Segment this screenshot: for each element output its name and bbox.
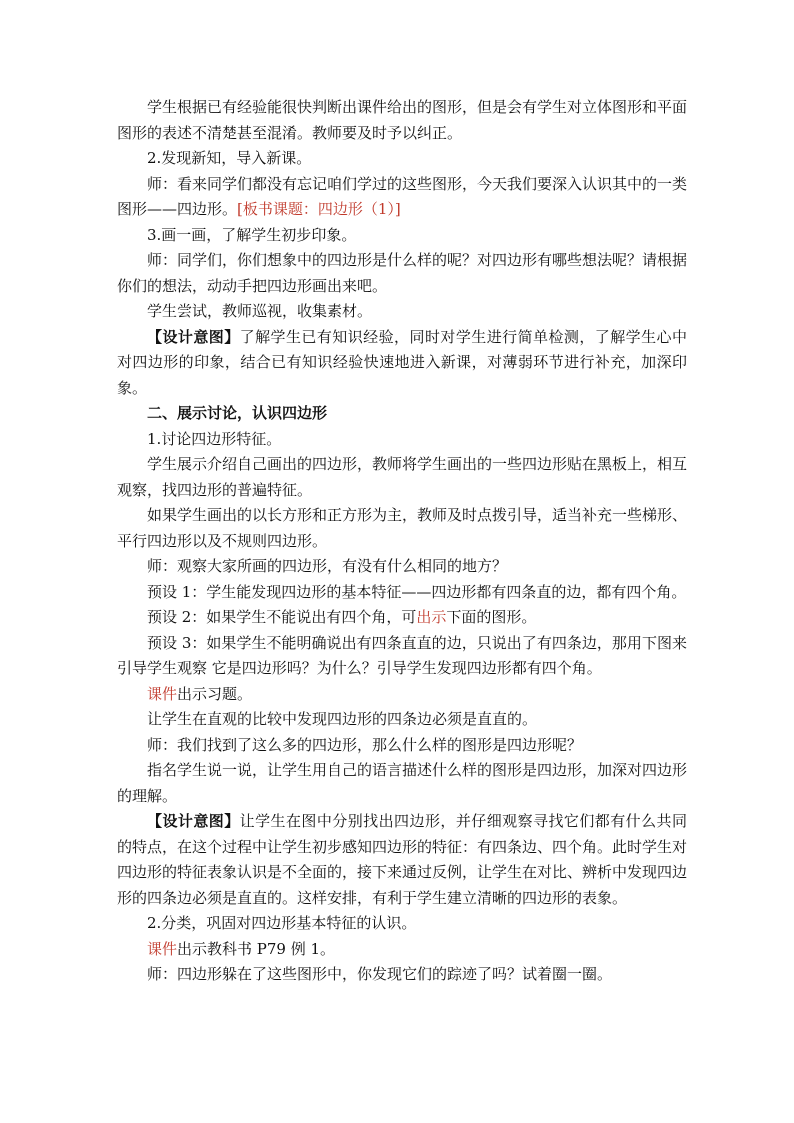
paragraph [117, 758, 687, 809]
paragraph [117, 554, 687, 580]
step-heading [117, 911, 687, 937]
design-intent-label: 【设计意图】 [147, 327, 240, 346]
highlight-text: 出示 [416, 608, 447, 626]
paragraph [117, 937, 687, 963]
text: 预设 1：学生能发现四边形的基本特征——四边形都有四条直的边，都有四个角。 [147, 582, 687, 601]
courseware-label: 课件 [147, 684, 178, 703]
text: 学生展示介绍自己画出的四边形，教师将学生画出的一些四边形贴在黑板上，相互观察，找四边形的普遍特征。 [117, 455, 688, 499]
paragraph [117, 962, 687, 988]
text: 3.画一画，了解学生初步印象。 [147, 225, 357, 244]
text: 师：观察大家所画的四边形，有没有什么相同的地方？ [147, 557, 508, 575]
paragraph [117, 580, 687, 606]
text: 2.分类，巩固对四边形基本特征的认识。 [147, 914, 417, 932]
paragraph [117, 452, 687, 503]
text: 师：同学们，你们想象中的四边形是什么样的呢？对四边形有哪些想法呢？请根据你们的想法，动动手把四边形画出来吧。 [117, 251, 688, 295]
text: 出示习题。 [177, 684, 253, 703]
text: 出示教科书 P79 例 1。 [177, 939, 336, 958]
paragraph [117, 707, 687, 733]
text: 下面的图形。 [446, 608, 537, 626]
text: 学生根据已有经验能很快判断出课件给出的图形，但是会有学生对立体图形和平面图形的表述不清楚甚至混淆。教师要及时予以纠正。 [117, 98, 688, 142]
paragraph [117, 299, 687, 325]
text: 让学生在图中分别找出四边形，并仔细观察寻找它们都有什么共同的特点，在这个过程中让学生初步感知四边形的特征：有四条边、四个角。此时学生对四边形的特征表象认识是不全面的，接下来通过反例，让学生在对比、辨析中发现四边形的四条边必须是直直的。这样安排，有利于学生建立清晰的四边形的表象。 [117, 812, 688, 907]
text: 如果学生画出的以长方形和正方形为主，教师及时点拨引导，适当补充一些梯形、平行四边形以及不规则四边形。 [117, 506, 688, 550]
courseware-label: 课件 [147, 939, 178, 958]
text: 指名学生说一说，让学生用自己的语言描述什么样的图形是四边形，加深对四边形的理解。 [117, 761, 688, 805]
text: 2.发现新知，导入新课。 [147, 149, 312, 167]
design-intent [117, 325, 687, 402]
section-heading [117, 401, 687, 427]
text: 学生尝试，教师巡视，收集素材。 [147, 302, 373, 320]
paragraph [117, 503, 687, 554]
text: 二、展示讨论，认识四边形 [147, 404, 328, 422]
text: 预设 2：如果学生不能说出有四个角，可 [147, 608, 417, 626]
design-intent [117, 809, 687, 911]
paragraph [117, 95, 687, 146]
step-heading [117, 427, 687, 453]
paragraph [117, 248, 687, 299]
paragraph [117, 605, 687, 631]
text: 师：我们找到了这么多的四边形，那么什么样的图形是四边形呢？ [147, 735, 583, 754]
text: 让学生在直观的比较中发现四边形的四条边必须是直直的。 [147, 710, 538, 728]
text: 1.讨论四边形特征。 [147, 429, 282, 448]
board-title-note: [板书课题：四边形（1）] [237, 200, 401, 218]
design-intent-label: 【设计意图】 [147, 812, 240, 830]
paragraph [117, 631, 687, 682]
paragraph [117, 733, 687, 759]
paragraph [117, 172, 687, 223]
step-heading [117, 223, 687, 249]
lesson-body [117, 95, 687, 988]
text: 预设 3：如果学生不能明确说出有四条直直的边，只说出了有四条边，那用下图来引导学生观察 它是四边形吗？为什么？引导学生发现四边形都有四个角。 [117, 633, 687, 677]
text: 师：四边形躲在了这些图形中，你发现它们的踪迹了吗？试着圈一圈。 [147, 965, 613, 983]
step-heading [117, 146, 687, 172]
paragraph [117, 682, 687, 708]
text: 师：看来同学们都没有忘记咱们学过的这些图形，今天我们要深入认识其中的一类图形——四边形。 [117, 174, 688, 218]
text: 了解学生已有知识经验，同时对学生进行简单检测，了解学生心中对四边形的印象，结合已有知识经验快速地进入新课，对薄弱环节进行补充，加深印象。 [117, 327, 687, 397]
